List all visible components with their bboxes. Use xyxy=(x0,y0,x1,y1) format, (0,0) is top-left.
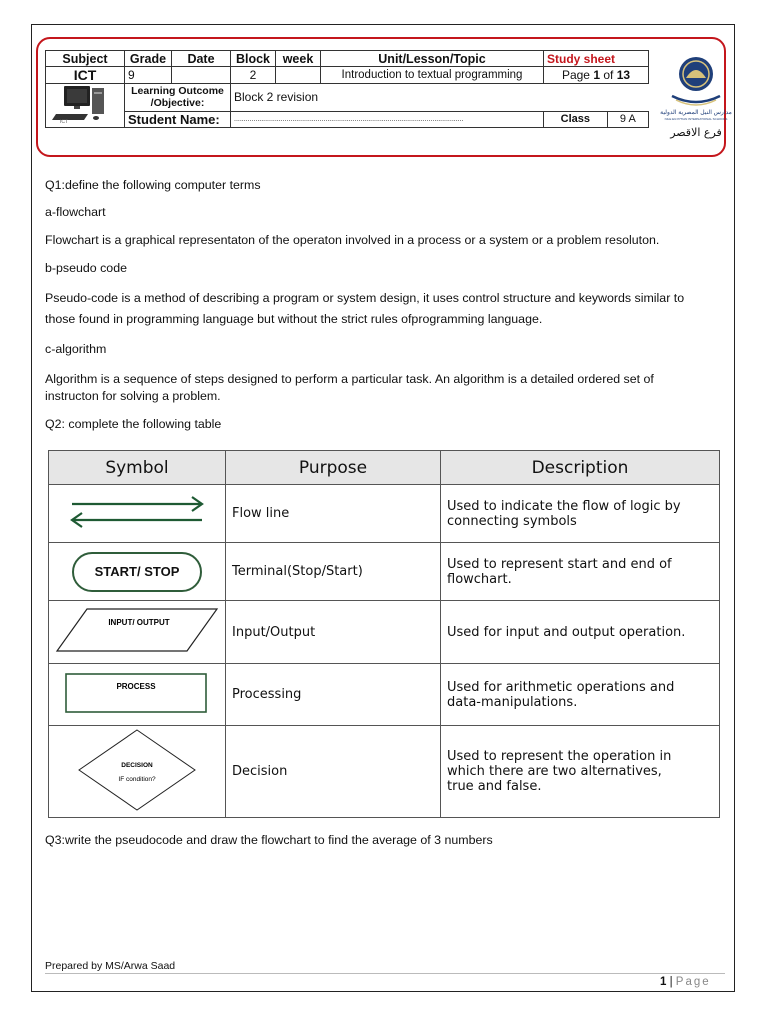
page-num: 1 xyxy=(593,68,600,82)
block-header: Block xyxy=(231,51,276,67)
computer-icon-cell xyxy=(46,84,125,128)
description-cell xyxy=(441,664,720,726)
description-line: Used for arithmetic operations and xyxy=(447,679,675,695)
footer-divider xyxy=(45,973,725,974)
week-header: week xyxy=(276,51,321,67)
description-cell xyxy=(441,543,720,601)
symbol-cell xyxy=(49,543,226,601)
header-table xyxy=(45,50,649,128)
term-a-definition: Flowchart is a graphical representaton of the operaton involved in a process or a system or a problem resoluton. xyxy=(45,233,660,247)
q3-heading: Q3:write the pseudocode and draw the flowchart to find the average of 3 numbers xyxy=(45,833,493,847)
table-row xyxy=(49,485,720,543)
term-b-label: b-pseudo code xyxy=(45,261,127,275)
purpose-column-header: Purpose xyxy=(226,451,441,485)
q1-heading: Q1:define the following computer terms xyxy=(45,178,261,192)
term-b-definition-2: those found in programming language but without the strict rules ofprogramming language. xyxy=(45,312,543,326)
student-name-label: Student Name: xyxy=(125,111,231,127)
input-output-label: INPUT/ OUTPUT xyxy=(108,618,170,627)
description-line: Used to represent start and end of xyxy=(447,556,672,572)
description-line: data-manipulations. xyxy=(447,694,578,710)
table-row xyxy=(49,601,720,664)
computer-icon xyxy=(50,84,120,124)
symbol-cell xyxy=(49,664,226,726)
learning-outcome-label: Learning Outcome /Objective: xyxy=(125,84,231,112)
class-label: Class xyxy=(544,111,608,127)
class-value: 9 A xyxy=(607,111,648,127)
flowchart-symbol-table xyxy=(48,450,720,818)
page-prefix: Page xyxy=(561,68,594,82)
table-row xyxy=(49,543,720,601)
topic-header: Unit/Lesson/Topic xyxy=(321,51,544,67)
decision-diamond-icon xyxy=(75,727,199,813)
process-label: PROCESS xyxy=(116,681,156,691)
purpose-cell: Terminal(Stop/Start) xyxy=(226,543,441,601)
terminal-symbol: START/ STOP xyxy=(72,552,202,592)
school-name-en: NILE EGYPTIAN INTERNATIONAL SCHOOLS xyxy=(664,117,728,121)
grade-header: Grade xyxy=(125,51,172,67)
decision-sub-label: IF condition? xyxy=(118,775,156,783)
table-row xyxy=(49,664,720,726)
school-name: مدارس النيل المصرية الدولية xyxy=(660,110,732,116)
icon-caption: ICT xyxy=(60,119,69,125)
purpose-cell: Processing xyxy=(226,664,441,726)
symbol-cell xyxy=(49,601,226,664)
description-line: Used for input and output operation. xyxy=(447,624,686,640)
term-c-label: c-algorithm xyxy=(45,342,107,356)
symbol-cell xyxy=(49,726,226,818)
decision-label: DECISION xyxy=(121,761,153,769)
subject-value: ICT xyxy=(46,67,125,84)
q2-heading: Q2: complete the following table xyxy=(45,417,222,431)
date-value xyxy=(172,67,231,84)
topic-value: Introduction to textual programming xyxy=(321,67,544,84)
description-line: Used to represent the operation in xyxy=(447,749,672,764)
process-rectangle-icon xyxy=(64,670,210,716)
description-line: flowchart. xyxy=(447,571,512,587)
description-column-header: Description xyxy=(441,451,720,485)
term-b-definition-1: Pseudo-code is a method of describing a program or system design, it uses control structure and keywords similar to xyxy=(45,291,685,305)
description-cell xyxy=(441,726,720,818)
footer-separator: | xyxy=(666,976,676,988)
subject-header: Subject xyxy=(46,51,125,67)
week-value xyxy=(276,67,321,84)
symbol-cell xyxy=(49,485,226,543)
term-c-definition-1: Algorithm is a sequence of steps designed to perform a particular task. An algorithm is a detailed ordered set of xyxy=(45,372,654,386)
grade-value: 9 xyxy=(125,67,172,84)
term-c-definition-2: instructon for solving a problem. xyxy=(45,389,221,403)
term-a-label: a-flowchart xyxy=(45,205,106,219)
page-footer xyxy=(660,976,711,988)
table-row xyxy=(49,726,720,818)
flow-line-arrows-icon xyxy=(62,492,212,532)
date-header: Date xyxy=(172,51,231,67)
purpose-cell: Decision xyxy=(226,726,441,818)
description-line: connecting symbols xyxy=(447,513,577,529)
symbol-column-header: Symbol xyxy=(49,451,226,485)
page-of: of xyxy=(600,68,617,82)
description-line: Used to indicate the flow of logic by xyxy=(447,498,681,514)
input-output-parallelogram-icon xyxy=(55,605,219,655)
prepared-by: Prepared by MS/Arwa Saad xyxy=(45,960,176,972)
footer-page-word: Page xyxy=(675,976,711,988)
purpose-cell: Flow line xyxy=(226,485,441,543)
description-line: which there are two alternatives, xyxy=(447,764,662,779)
footer-page-number: 1 xyxy=(660,976,667,988)
page-total: 13 xyxy=(616,68,631,82)
description-cell xyxy=(441,485,720,543)
school-logo xyxy=(660,52,732,148)
description-line: true and false. xyxy=(447,779,542,794)
description-cell xyxy=(441,601,720,664)
block-value: 2 xyxy=(231,67,276,84)
branch-name: فرع الاقصر xyxy=(670,126,722,139)
student-name-field[interactable]: ...................................................................................................................... xyxy=(231,111,544,127)
purpose-cell: Input/Output xyxy=(226,601,441,664)
page-indicator xyxy=(544,67,649,84)
school-crest-icon xyxy=(664,52,728,112)
learning-outcome-value: Block 2 revision xyxy=(231,84,649,112)
study-sheet-label: Study sheet xyxy=(544,51,649,67)
